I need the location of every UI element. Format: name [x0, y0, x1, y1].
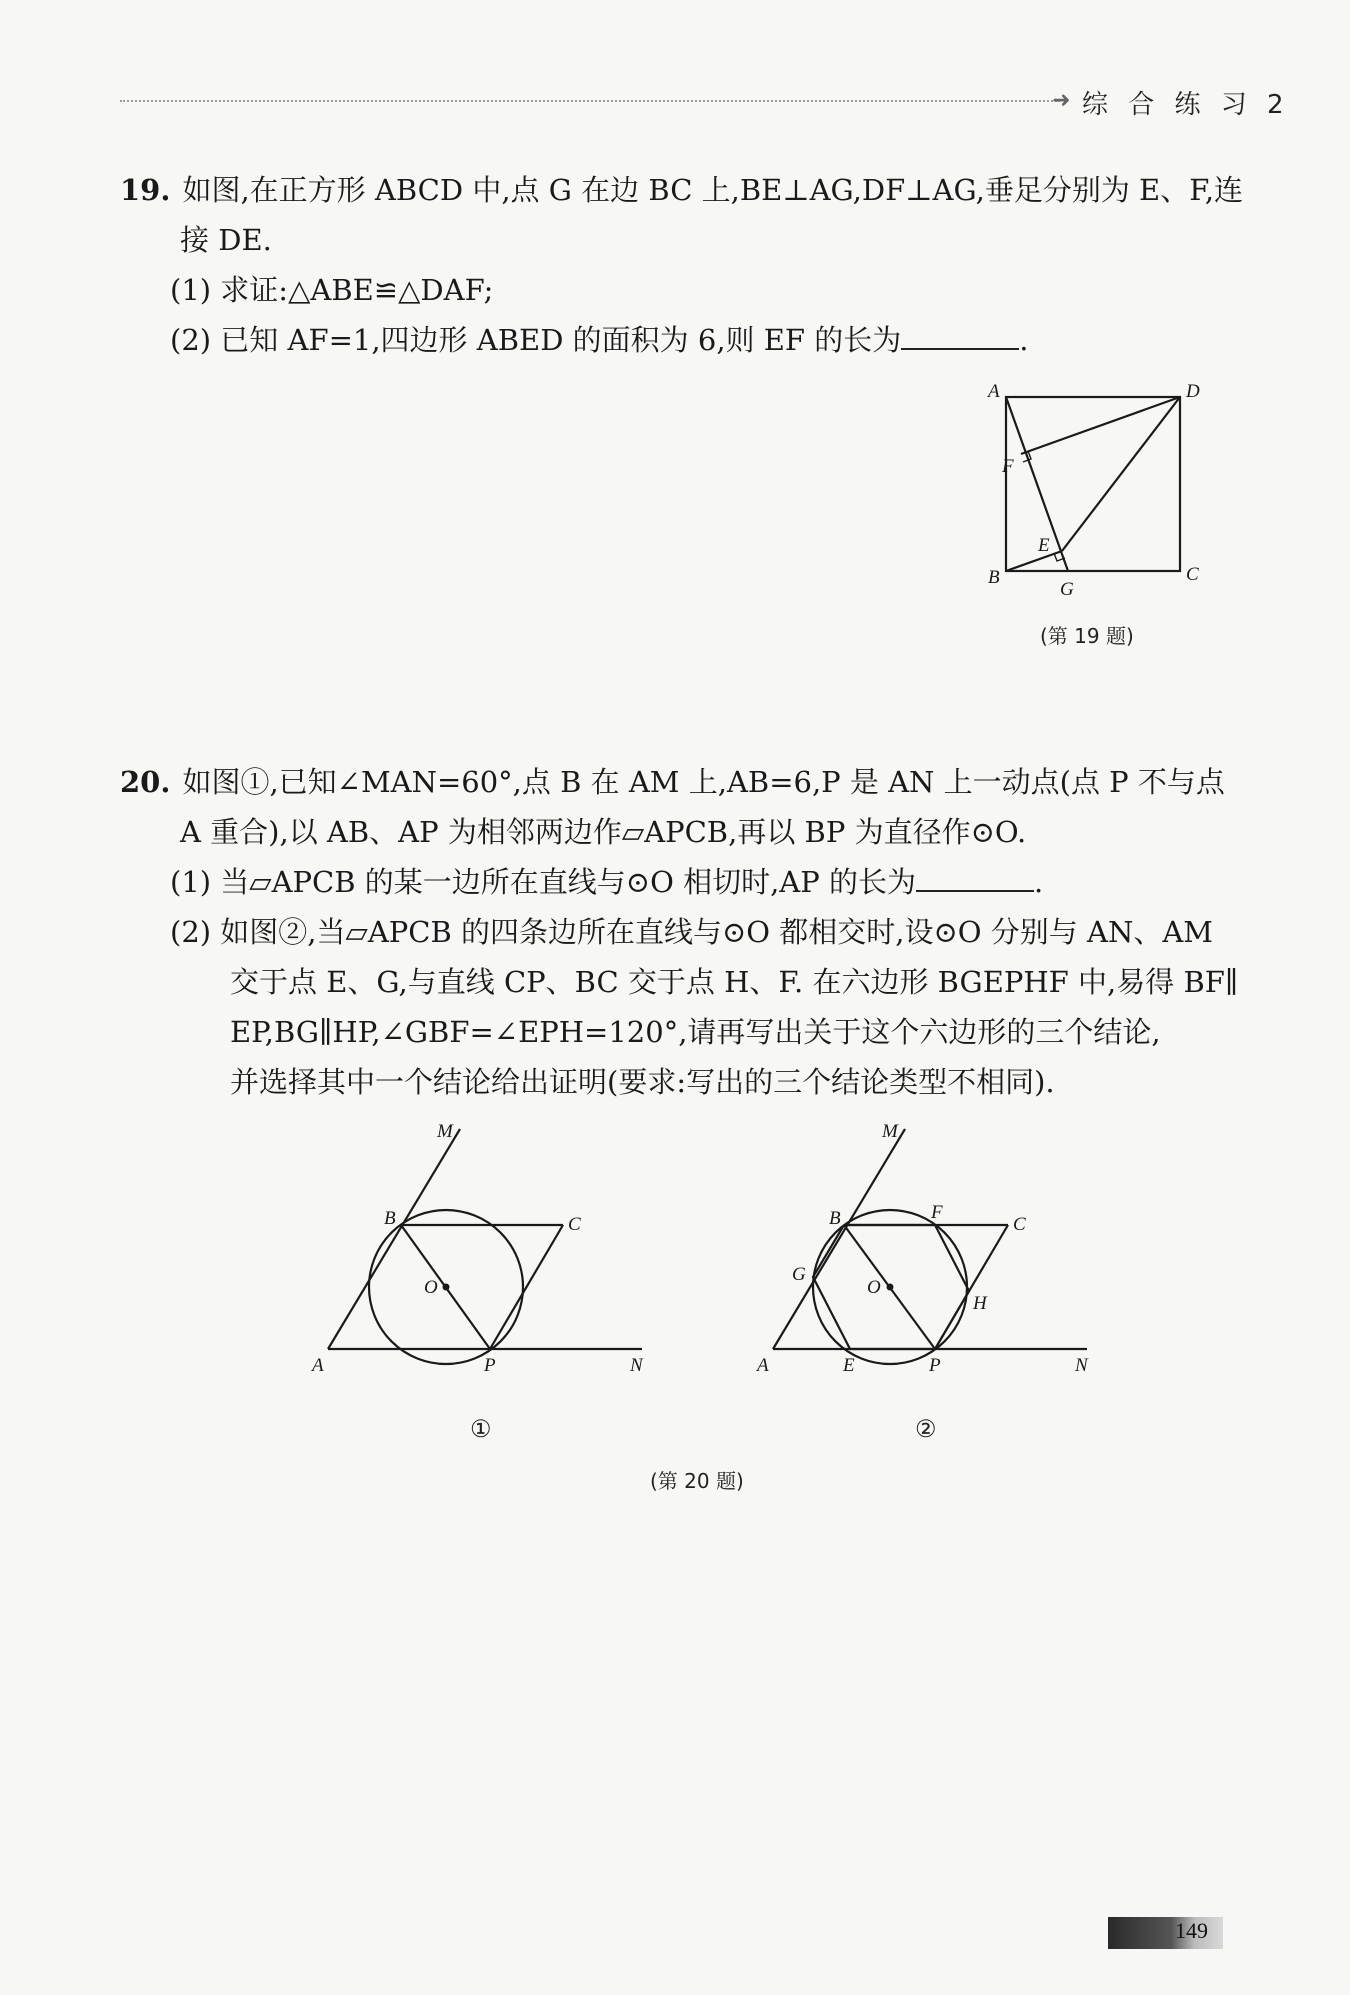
label-b: B	[988, 567, 1000, 588]
problem-20-part2-line3: EP,BG∥HP,∠GBF=∠EPH=120°,请再写出关于这个六边形的三个结论,	[230, 1015, 1161, 1049]
problem-19	[120, 165, 1244, 365]
segment-de	[1062, 397, 1180, 551]
label-e: E	[1038, 535, 1050, 556]
center-o-dot	[443, 1284, 450, 1291]
label-o: O	[867, 1277, 881, 1298]
label-a: A	[988, 381, 1000, 402]
section-title: 综 合 练 习 2	[1082, 90, 1290, 120]
problem-20-part2-line2: 交于点 E、G,与直线 CP、BC 交于点 H、F. 在六边形 BGEPHF 中,易得 BF∥	[230, 965, 1239, 999]
label-d: D	[1186, 381, 1200, 402]
label-a: A	[757, 1355, 769, 1376]
square-abcd	[1006, 397, 1180, 571]
center-o-dot	[887, 1284, 894, 1291]
segment-be	[1006, 551, 1062, 571]
problem-20-text1: 如图①,已知∠MAN=60°,点 B 在 AM 上,AB=6,P 是 AN 上一动点(点 P 不与点	[182, 765, 1225, 799]
problem-20-part1	[120, 857, 1230, 907]
problem-19-part2-end: .	[1019, 323, 1029, 357]
label-f: F	[931, 1202, 943, 1223]
label-o: O	[424, 1277, 438, 1298]
problem-19-text1: 如图,在正方形 ABCD 中,点 G 在边 BC 上,BE⊥AG,DF⊥AG,垂足分别为 E、F,连	[182, 173, 1244, 207]
figure-20-2-label: ②	[915, 1415, 937, 1443]
page-number: 149	[1175, 1918, 1208, 1943]
label-f: F	[1002, 456, 1014, 477]
label-c: C	[1186, 564, 1199, 585]
ray-am	[328, 1129, 460, 1349]
problem-19-part2	[120, 315, 1230, 365]
ray-am	[773, 1129, 905, 1349]
problem-19-number: 19.	[120, 173, 171, 207]
label-n: N	[630, 1355, 643, 1376]
label-m: M	[437, 1121, 453, 1142]
label-c: C	[1013, 1214, 1026, 1235]
problem-20	[120, 757, 1239, 1107]
answer-blank	[901, 318, 1019, 350]
segment-cp	[490, 1225, 563, 1349]
problem-20-part2-line1: (2) 如图②,当▱APCB 的四条边所在直线与⊙O 都相交时,设⊙O 分别与 AN、AM	[170, 915, 1213, 949]
problem-20-part1-text: (1) 当▱APCB 的某一边所在直线与⊙O 相切时,AP 的长为	[170, 865, 916, 899]
header-arrow-icon: ➜	[1052, 88, 1071, 113]
problem-19-part1: (1) 求证:△ABE≌△DAF;	[170, 273, 494, 307]
label-p: P	[484, 1355, 496, 1376]
label-b: B	[829, 1208, 841, 1229]
figure-19	[960, 375, 1220, 615]
segment-ag	[1006, 397, 1068, 571]
label-h: H	[973, 1293, 987, 1314]
figure-20-caption: (第 20 题)	[650, 1469, 744, 1493]
problem-20-line1	[120, 757, 1230, 807]
label-b: B	[384, 1208, 396, 1229]
problem-19-part2-text: (2) 已知 AF=1,四边形 ABED 的面积为 6,则 EF 的长为	[170, 323, 902, 357]
label-p: P	[929, 1355, 941, 1376]
label-c: C	[568, 1214, 581, 1235]
figure-20-2	[745, 1115, 1105, 1395]
problem-20-part1-end: .	[1033, 865, 1044, 899]
figure-20-1	[300, 1115, 660, 1395]
problem-20-line2: A 重合),以 AB、AP 为相邻两边作▱APCB,再以 BP 为直径作⊙O.	[180, 815, 1027, 849]
answer-blank	[916, 860, 1034, 892]
header-rule	[120, 100, 1060, 102]
label-m: M	[882, 1121, 898, 1142]
problem-20-number: 20.	[120, 765, 171, 799]
problem-20-part2-line4: 并选择其中一个结论给出证明(要求:写出的三个结论类型不相同).	[230, 1065, 1055, 1099]
figure-19-caption: (第 19 题)	[1040, 624, 1134, 648]
problem-19-line1	[120, 165, 1244, 215]
label-g: G	[792, 1264, 806, 1285]
problem-19-line2: 接 DE.	[180, 223, 272, 257]
label-g: G	[1060, 579, 1074, 600]
label-e: E	[843, 1355, 855, 1376]
label-n: N	[1075, 1355, 1088, 1376]
figure-20-1-label: ①	[470, 1415, 492, 1443]
segment-df	[1021, 397, 1180, 454]
label-a: A	[312, 1355, 324, 1376]
